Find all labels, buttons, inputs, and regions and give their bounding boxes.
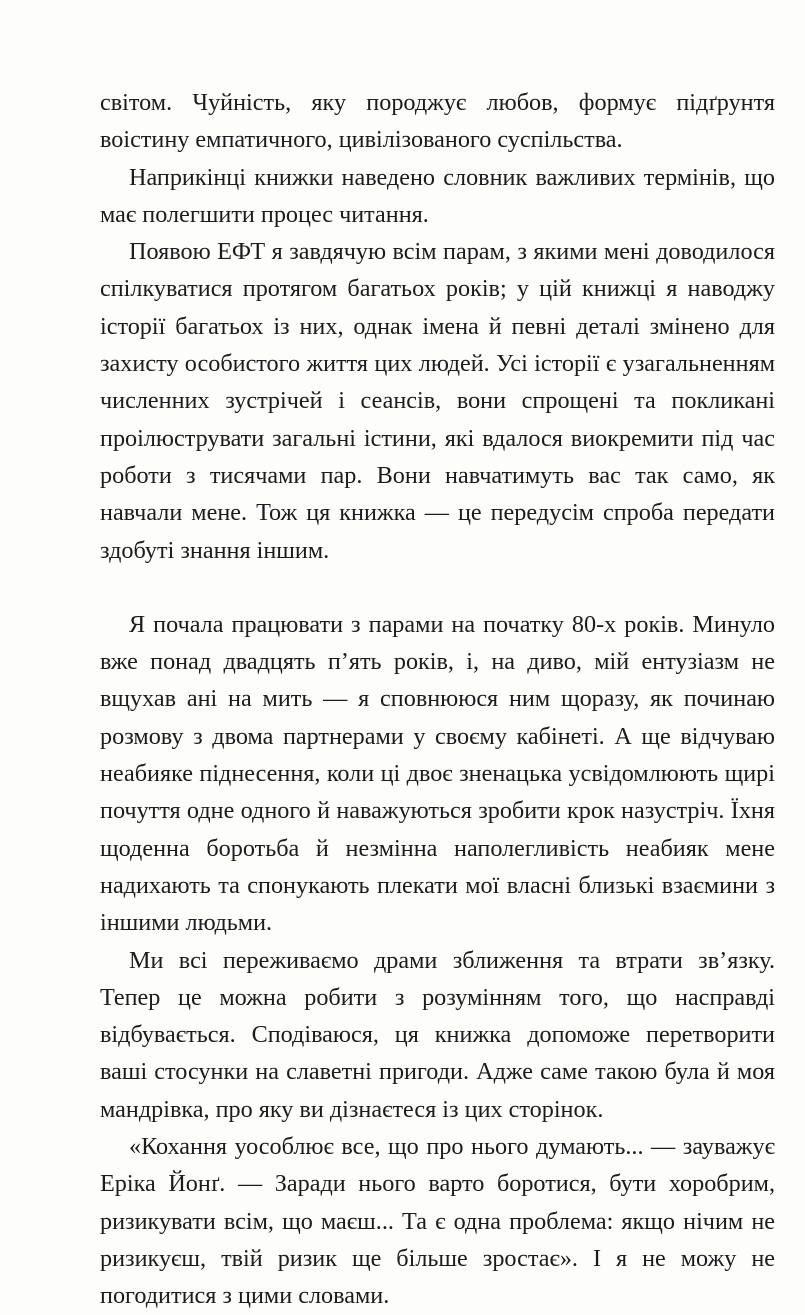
paragraph-continuation: світом. Чуйність, яку породжує любов, формує підґрунтя воістину емпатичного, цивілізованого суспільства. — [100, 89, 775, 154]
paragraph-career-start: Я почала працювати з парами на початку 80-х років. Минуло вже понад двадцять п’ять років, і, на диво, мій ентузіазм не вщухав ані на мить — я сповнююся ним щоразу, як починаю розмову з двома партнерами у своєму кабінеті. А ще відчуваю неабияке піднесення, коли ці двоє зненацька усвідомлюють щирі почуття одне одного й наважуються зробити крок назустріч. Їхня щоденна боротьба й незмінна наполегливість неабияк мене надихають та спонукають плекати мої власні близькі взаємини з іншими людьми. — [100, 610, 775, 937]
book-page-text — [100, 84, 775, 1315]
paragraph-erica-jong-quote: «Кохання уособлює все, що про нього думають... — зауважує Еріка Йонґ. — Заради нього варто боротися, бути хоробрим, ризикувати всім, що маєш... Та є одна проблема: якщо нічим не ризикуєш, твій ризик ще більше зростає». І я не можу не погодитися з цими словами. — [100, 1133, 775, 1310]
paragraph-glossary-note: Наприкінці книжки наведено словник важливих термінів, що має полегшити процес читання. — [100, 163, 775, 228]
paragraph-drama-connection: Ми всі переживаємо драми зближення та втрати зв’язку. Тепер це можна робити з розумінням того, що насправді відбувається. Сподіваюся, ця книжка допоможе перетворити ваші стосунки на славетні пригоди. Адже саме такою була й моя мандрівка, про яку ви дізнаєтеся із цих сторінок. — [100, 946, 775, 1123]
paragraph-couples-stories: Появою ЕФТ я завдячую всім парам, з якими мені доводилося спілкуватися протягом багатьох років; у цій книжці я наводжу історії багатьох із них, однак імена й певні деталі змінено для захисту особистого життя цих людей. Усі історії є узагальненням численних зустрічей і сеансів, вони спрощені та покликані проілюструвати загальні істини, які вдалося виокремити під час роботи з тисячами пар. Вони навчатимуть вас так само, як навчали мене. Тож ця книжка — це передусім спроба передати здобуті знання іншим. — [100, 238, 775, 564]
